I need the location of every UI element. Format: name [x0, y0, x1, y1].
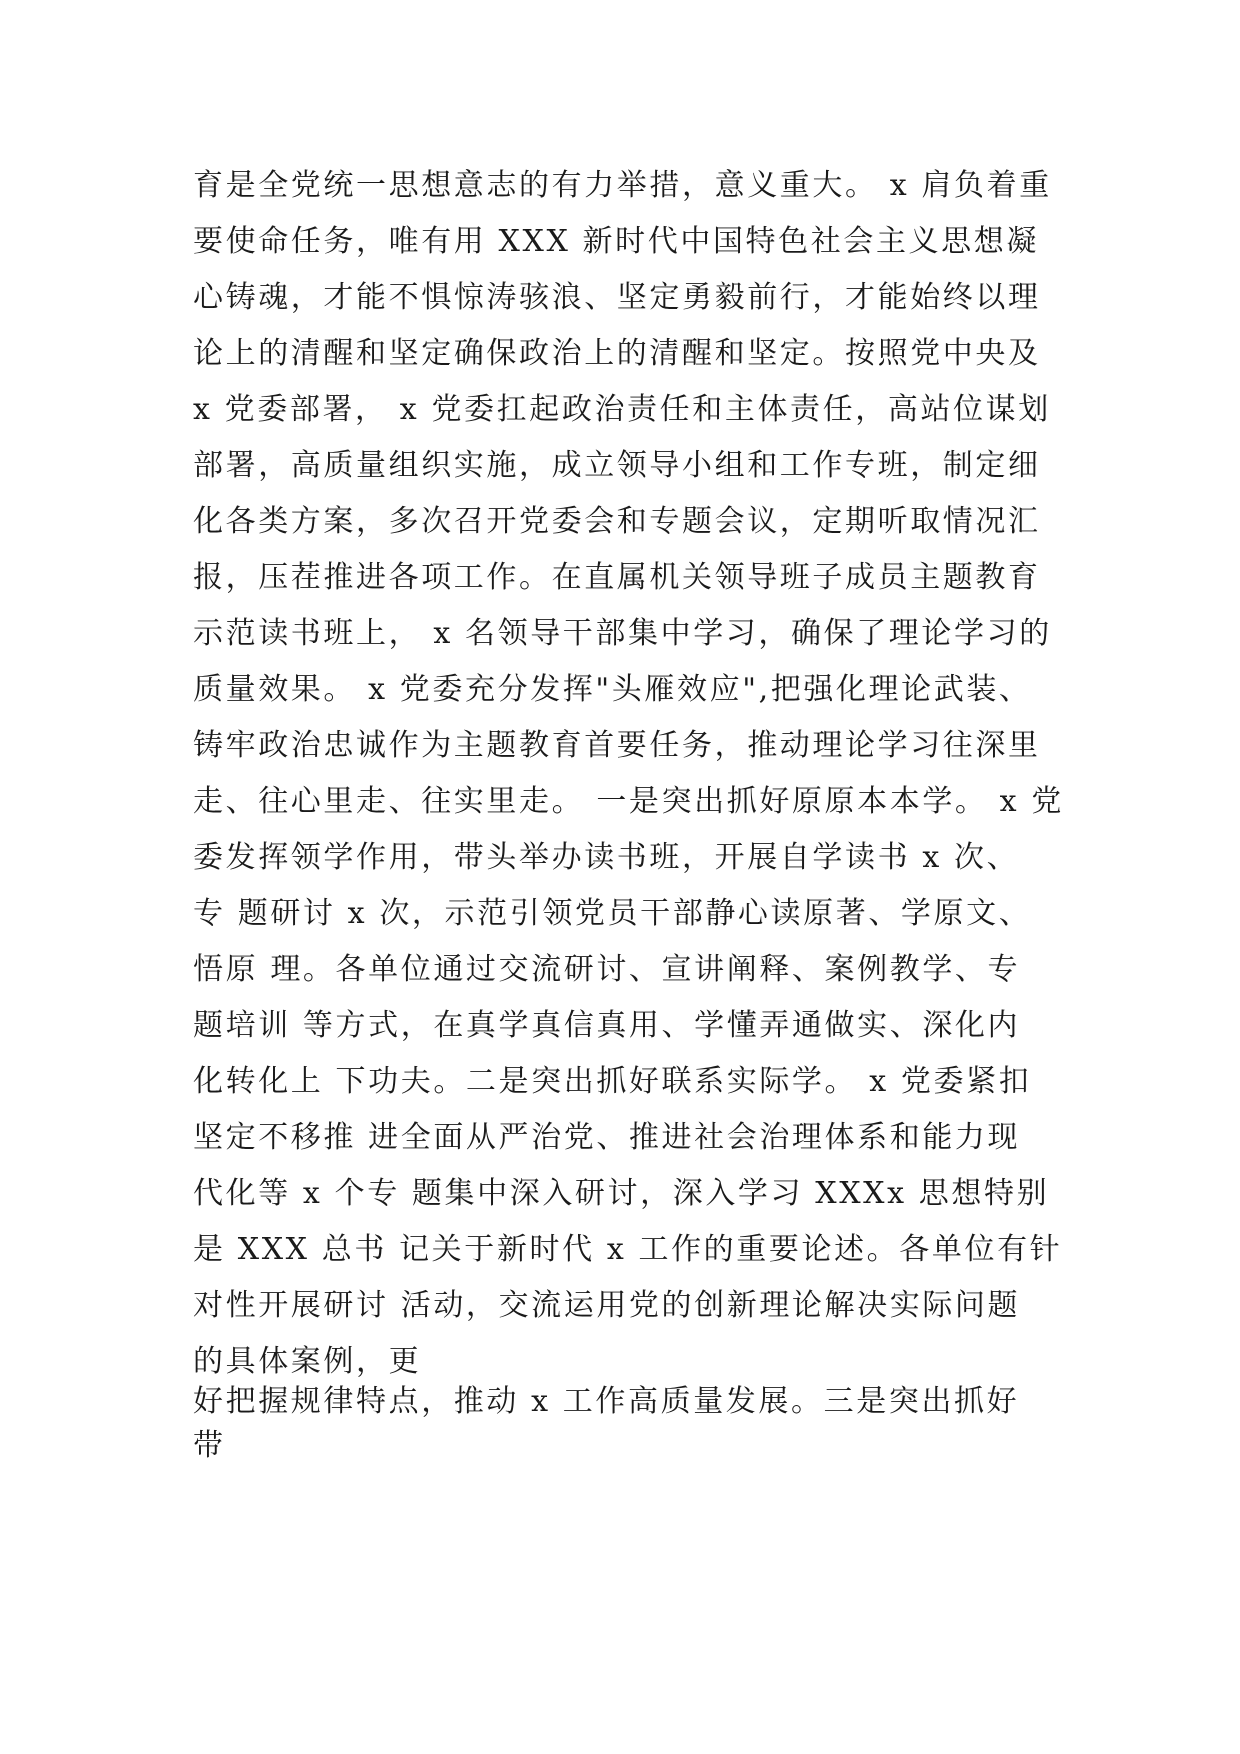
paragraph-line: 题培训 等方式，在真学真信真用、学懂弄通做实、深化内: [193, 1008, 1021, 1043]
paragraph-line: 报，压茬推进各项工作。在直属机关领导班子成员主题教育: [193, 560, 1041, 595]
paragraph-line: 育是全党统一思想意志的有力举措，意义重大。 x 肩负着重: [193, 168, 1052, 203]
paragraph-line: 化各类方案，多次召开党委会和专题会议，定期听取情况汇: [193, 504, 1041, 539]
paragraph-line: 部署，高质量组织实施，成立领导小组和工作专班，制定细: [193, 448, 1041, 483]
paragraph-line: 委发挥领学作用，带头举办读书班，开展自学读书 x 次、: [193, 840, 1020, 875]
paragraph-line: 心铸魂，才能不惧惊涛骇浪、坚定勇毅前行，才能始终以理: [193, 280, 1041, 315]
paragraph-line: 专 题研讨 x 次，示范引领党员干部静心读原著、学原文、: [193, 896, 1032, 931]
paragraph-line: 质量效果。 x 党委充分发挥"头雁效应",把强化理论武装、: [193, 672, 1032, 707]
paragraph-line: 的具体案例，更: [193, 1344, 422, 1379]
paragraph-line: 走、往心里走、往实里走。 一是突出抓好原原本本学。 x 党: [193, 784, 1064, 819]
paragraph-line: 示范读书班上， x 名领导干部集中学习，确保了理论学习的: [193, 616, 1052, 651]
paragraph-line: 化转化上 下功夫。二是突出抓好联系实际学。 x 党委紧扣: [193, 1064, 1032, 1099]
paragraph-line: 对性开展研讨 活动，交流运用党的创新理论解决实际问题: [193, 1288, 1021, 1323]
paragraph-line: 悟原 理。各单位通过交流研讨、宣讲阐释、案例教学、专: [193, 952, 1021, 987]
paragraph-line: 要使命任务，唯有用 XXX 新时代中国特色社会主义思想凝: [193, 224, 1039, 259]
continuation-paragraph: [193, 1380, 1073, 1468]
body-paragraph: [193, 158, 1073, 1390]
paragraph-line: 坚定不移推 进全面从严治党、推进社会治理体系和能力现: [193, 1120, 1021, 1155]
paragraph-line: 带: [193, 1428, 226, 1463]
paragraph-line: 论上的清醒和坚定确保政治上的清醒和坚定。按照党中央及: [193, 336, 1041, 371]
paragraph-line: x 党委部署， x 党委扛起政治责任和主体责任，高站位谋划: [193, 392, 1051, 427]
paragraph-line: 好把握规律特点，推动 x 工作高质量发展。三是突出抓好: [193, 1384, 1020, 1419]
paragraph-line: 铸牢政治忠诚作为主题教育首要任务，推动理论学习往深里: [193, 728, 1041, 763]
paragraph-line: 代化等 x 个专 题集中深入研讨，深入学习 XXXx 思想特别: [193, 1176, 1050, 1211]
paragraph-line: 是 XXX 总书 记关于新时代 x 工作的重要论述。各单位有针: [193, 1232, 1063, 1267]
